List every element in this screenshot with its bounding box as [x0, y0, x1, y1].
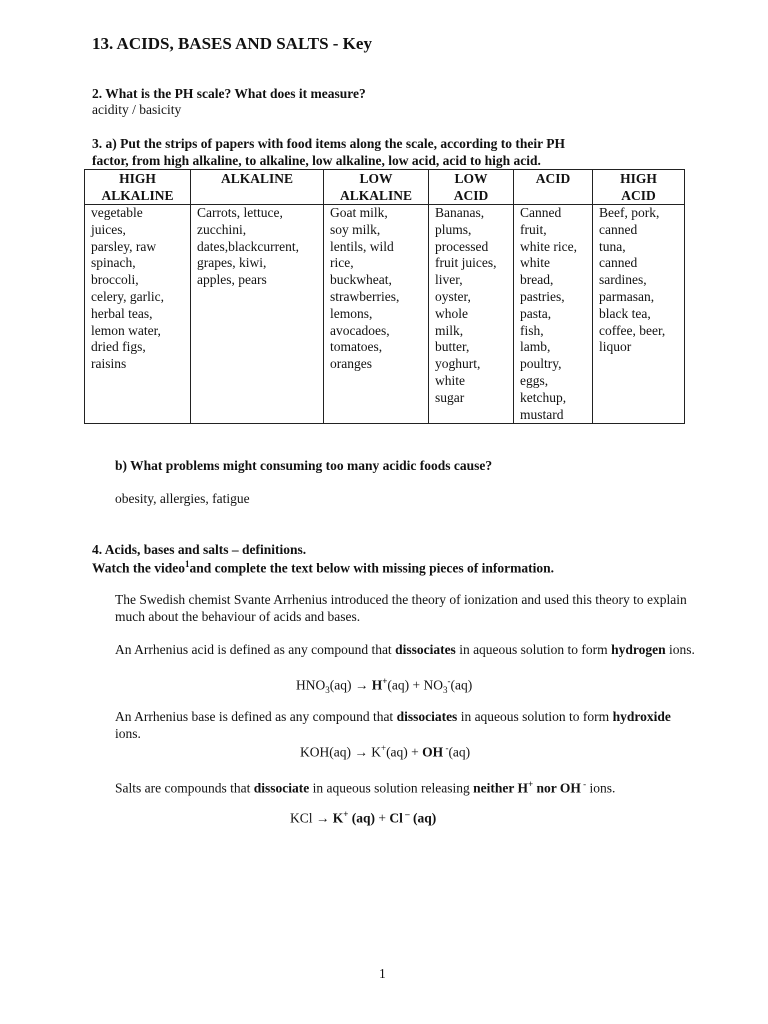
- ph-scale-table: [84, 169, 685, 424]
- salt-definition: Salts are compounds that dissociate in aqueous solution releasing neither H+ nor OH - ions.: [115, 779, 616, 796]
- question-3b: b) What problems might consuming too many acidic foods cause?: [115, 458, 493, 473]
- footnote-marker: 1: [185, 559, 190, 569]
- salt-equation: KCl → K+ (aq) + Cl – (aq): [290, 809, 437, 826]
- acid-equation: $HNO_3(aq) \to H^+(aq) + NO_3^-(aq)$: [296, 676, 473, 696]
- question-3a-line2: factor, from high alkaline, to alkaline, low alkaline, low acid, acid to high acid.: [92, 153, 541, 168]
- table-header-row: [85, 170, 685, 205]
- section-4-instructions: Watch the video$^1$and complete the text below with missing pieces of information.: [92, 559, 554, 576]
- base-equation: KOH(aq) → K+(aq) + OH -(aq): [300, 743, 471, 760]
- cell-acid: Canned fruit, white rice, white bread, pastries, pasta, fish, lamb, poultry, eggs, ketchup, mustard: [514, 205, 593, 424]
- page-title: 13. ACIDS, BASES AND SALTS - Key: [92, 34, 372, 53]
- table-row: [85, 205, 685, 424]
- header-alkaline: ALKALINE: [191, 170, 324, 205]
- header-high-acid: HIGH ACID: [593, 170, 685, 205]
- cell-low-alkaline: Goat milk, soy milk, lentils, wild rice, buckwheat, strawberries, lemons, avocadoes, tomatoes, oranges: [324, 205, 429, 424]
- arrhenius-intro: The Swedish chemist Svante Arrhenius introduced the theory of ionization and used this theory to explain much about the behaviour of acids and bases.: [115, 592, 687, 624]
- header-acid: ACID: [514, 170, 593, 205]
- cell-high-alkaline: vegetable juices, parsley, raw spinach, broccoli, celery, garlic, herbal teas, lemon water, dried figs, raisins: [85, 205, 191, 424]
- answer-3b: obesity, allergies, fatigue: [115, 491, 250, 506]
- cell-alkaline: Carrots, lettuce, zucchini, dates,blackcurrent, grapes, kiwi, apples, pears: [191, 205, 324, 424]
- page-number: 1: [379, 966, 386, 981]
- answer-2: acidity / basicity: [92, 102, 182, 117]
- acid-definition: An Arrhenius acid is defined as any compound that dissociates in aqueous solution to form hydrogen ions.: [115, 642, 695, 657]
- cell-low-acid: Bananas, plums, processed fruit juices, liver, oyster, whole milk, butter, yoghurt, white sugar: [429, 205, 514, 424]
- cell-high-acid: Beef, pork, canned tuna, canned sardines, parmasan, black tea, coffee, beer, liquor: [593, 205, 685, 424]
- question-3a-line1: 3. a) Put the strips of papers with food items along the scale, according to their PH: [92, 136, 565, 151]
- section-4-heading: 4. Acids, bases and salts – definitions.: [92, 542, 307, 557]
- header-low-acid: LOW ACID: [429, 170, 514, 205]
- base-definition: An Arrhenius base is defined as any compound that dissociates in aqueous solution to form hydroxide ions.: [115, 709, 671, 741]
- header-high-alkaline: HIGH ALKALINE: [85, 170, 191, 205]
- question-2: 2. What is the PH scale? What does it measure?: [92, 86, 366, 101]
- header-low-alkaline: LOW ALKALINE: [324, 170, 429, 205]
